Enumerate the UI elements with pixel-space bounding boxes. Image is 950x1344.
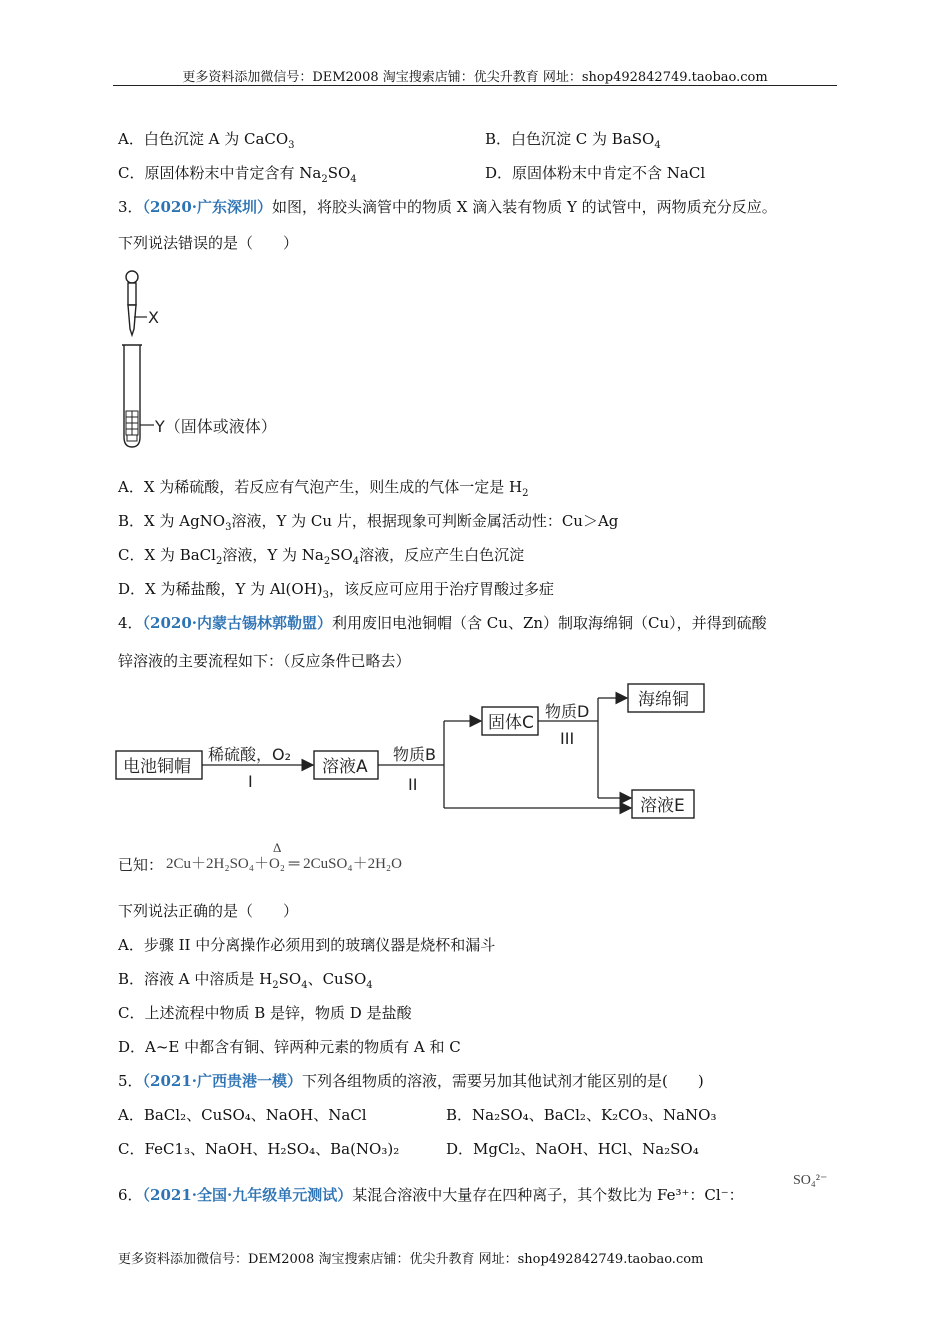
- q5-option-a: A．BaCl₂、CuSO₄、NaOH、NaCl: [118, 1106, 367, 1124]
- header-divider: [113, 85, 837, 86]
- q4-stem-line2: 锌溶液的主要流程如下：（反应条件已略去）: [118, 652, 411, 670]
- label-x: X: [148, 308, 159, 327]
- step2-number: II: [408, 775, 418, 794]
- process-flow-diagram: [110, 678, 730, 828]
- q3-c-sub2: 2: [323, 556, 331, 567]
- q3-c-mid1: 溶液，Y 为 Na: [222, 546, 324, 564]
- q2-c-mid: SO: [327, 164, 351, 182]
- flow-box4-label: 海绵铜: [638, 690, 689, 710]
- q4-stem-line1: [118, 612, 767, 633]
- q4-b-sub1: 2: [272, 980, 279, 991]
- q3-b-post: 溶液，Y 为 Cu 片，根据现象可判断金属活动性：Cu＞Ag: [231, 512, 619, 530]
- q6-source-tag: （2021·全国·九年级单元测试）: [142, 1186, 353, 1204]
- flow-box5-label: 溶液E: [640, 796, 685, 816]
- q2-c-text: C．原固体粉末中肯定含有 Na: [118, 164, 322, 182]
- q3-option-d: [118, 578, 554, 601]
- dropper-neck: [128, 283, 136, 305]
- q3-number: 3．: [118, 198, 143, 216]
- q4-option-d: D．A~E 中都含有铜、锌两种元素的物质有 A 和 C: [118, 1038, 461, 1056]
- q4-b-mid: SO: [278, 970, 302, 988]
- q4-stem-line3: 下列说法正确的是（ ）: [118, 902, 299, 920]
- step1-number: I: [248, 772, 253, 791]
- flow-box3-label: 固体C: [488, 713, 534, 733]
- q3-option-a: [118, 476, 529, 499]
- q4-source-tag: （2020·内蒙古锡林郭勒盟）: [142, 614, 333, 632]
- q6-stem-text: 某混合溶液中大量存在四种离子，其个数比为 Fe³⁺：Cl⁻：: [352, 1186, 744, 1204]
- dropper-tip: [128, 305, 136, 335]
- step1-reagent-label: 稀硫酸，O₂: [208, 745, 292, 764]
- q4-number: 4．: [118, 614, 143, 632]
- q3-c-text: C．X 为 BaCl: [118, 546, 216, 564]
- q3-stem-line2: 下列说法错误的是（ ）: [118, 234, 299, 252]
- q5-option-c: C．FeC1₃、NaOH、H₂SO₄、Ba(NO₃)₂: [118, 1140, 400, 1158]
- q3-option-c: [118, 544, 524, 567]
- q3-option-b: [118, 510, 618, 533]
- q2-option-d: D．原固体粉末中肯定不含 NaCl: [485, 164, 706, 182]
- q4-option-b: [118, 968, 373, 991]
- q3-stem-line1: [118, 196, 777, 217]
- q6-sulfate-ion: SO₄²⁻: [793, 1173, 828, 1188]
- q4-b-sub3: 4: [366, 980, 373, 991]
- q3-d-sub: 3: [322, 590, 329, 601]
- q4-option-c: C．上述流程中物质 B 是锌，物质 D 是盐酸: [118, 1004, 412, 1022]
- q2-b-sub: 4: [654, 140, 661, 151]
- q4-b-text: B．溶液 A 中溶质是 H: [118, 970, 273, 988]
- dropper-test-tube-figure: [110, 265, 310, 455]
- q5-stem: [118, 1070, 704, 1091]
- q3-source-tag: （2020·广东深圳）: [142, 198, 273, 216]
- q3-d-post: ，该反应可应用于治疗胃酸过多症: [329, 580, 555, 598]
- q3-c-post: 溶液，反应产生白色沉淀: [359, 546, 525, 564]
- q2-b-text: B．白色沉淀 C 为 BaSO: [485, 130, 655, 148]
- q2-a-text: A．白色沉淀 A 为 CaCO: [118, 130, 289, 148]
- q2-c-sub1: 2: [321, 174, 328, 185]
- dropper-bulb: [126, 271, 138, 283]
- q3-c-mid2: SO: [330, 546, 353, 564]
- label-y: Y（固体或液体）: [155, 417, 277, 436]
- q2-option-c: [118, 162, 357, 185]
- q5-option-d: D．MgCl₂、NaOH、HCl、Na₂SO₄: [446, 1140, 699, 1158]
- known-equation: 2Cu＋2H₂SO₄＋O₂ ═ 2CuSO₄＋2H₂O: [166, 856, 402, 872]
- q3-d-text: D．X 为稀盐酸，Y 为 Al(OH): [118, 580, 323, 598]
- q3-c-sub1: 2: [215, 556, 223, 567]
- q6-stem: [118, 1184, 744, 1205]
- q5-option-b: B．Na₂SO₄、BaCl₂、K₂CO₃、NaNO₃: [446, 1106, 717, 1124]
- q2-c-sub2: 4: [350, 174, 357, 185]
- q4-b-sub2: 4: [301, 980, 308, 991]
- q5-stem-text: 下列各组物质的溶液，需要另加其他试剂才能区别的是( ): [302, 1072, 704, 1090]
- page-footer: 更多资料添加微信号：DEM2008 淘宝搜索店铺：优尖升教育 网址：shop492842749.taobao.com: [118, 1252, 704, 1267]
- q3-a-text: A．X 为稀硫酸，若反应有气泡产生，则生成的气体一定是 H: [118, 478, 523, 496]
- q3-b-text: B．X 为 AgNO: [118, 512, 226, 530]
- q3-stem-text: 如图，将胶头滴管中的物质 X 滴入装有物质 Y 的试管中，两物质充分反应。: [272, 198, 777, 216]
- q3-b-sub: 3: [225, 522, 232, 533]
- q5-number: 5．: [118, 1072, 143, 1090]
- step3-reagent-label: 物质D: [545, 702, 590, 721]
- q4-known-label: 已知：: [118, 856, 164, 874]
- q2-option-a: [118, 128, 295, 151]
- q2-option-b: [485, 128, 661, 151]
- q4-b-post: 、CuSO: [307, 970, 367, 988]
- q6-number: 6．: [118, 1186, 143, 1204]
- step2-reagent-label: 物质B: [393, 745, 436, 764]
- page-header: 更多资料添加微信号：DEM2008 淘宝搜索店铺：优尖升教育 网址：shop492842749.taobao.com: [182, 70, 768, 85]
- q4-stem-text: 利用废旧电池铜帽（含 Cu、Zn）制取海绵铜（Cu），并得到硫酸: [332, 614, 767, 632]
- flow-box2-label: 溶液A: [322, 757, 368, 777]
- q3-c-sub3: 4: [352, 556, 360, 567]
- step3-number: III: [560, 729, 575, 748]
- q4-option-a: A．步骤 II 中分离操作必须用到的玻璃仪器是烧杯和漏斗: [118, 936, 496, 954]
- q5-source-tag: （2021·广西贵港一模）: [142, 1072, 303, 1090]
- flow-box1-label: 电池铜帽: [123, 757, 191, 777]
- q3-a-sub: 2: [522, 488, 529, 499]
- equation-delta: Δ: [273, 840, 282, 855]
- q2-a-sub: 3: [288, 140, 295, 151]
